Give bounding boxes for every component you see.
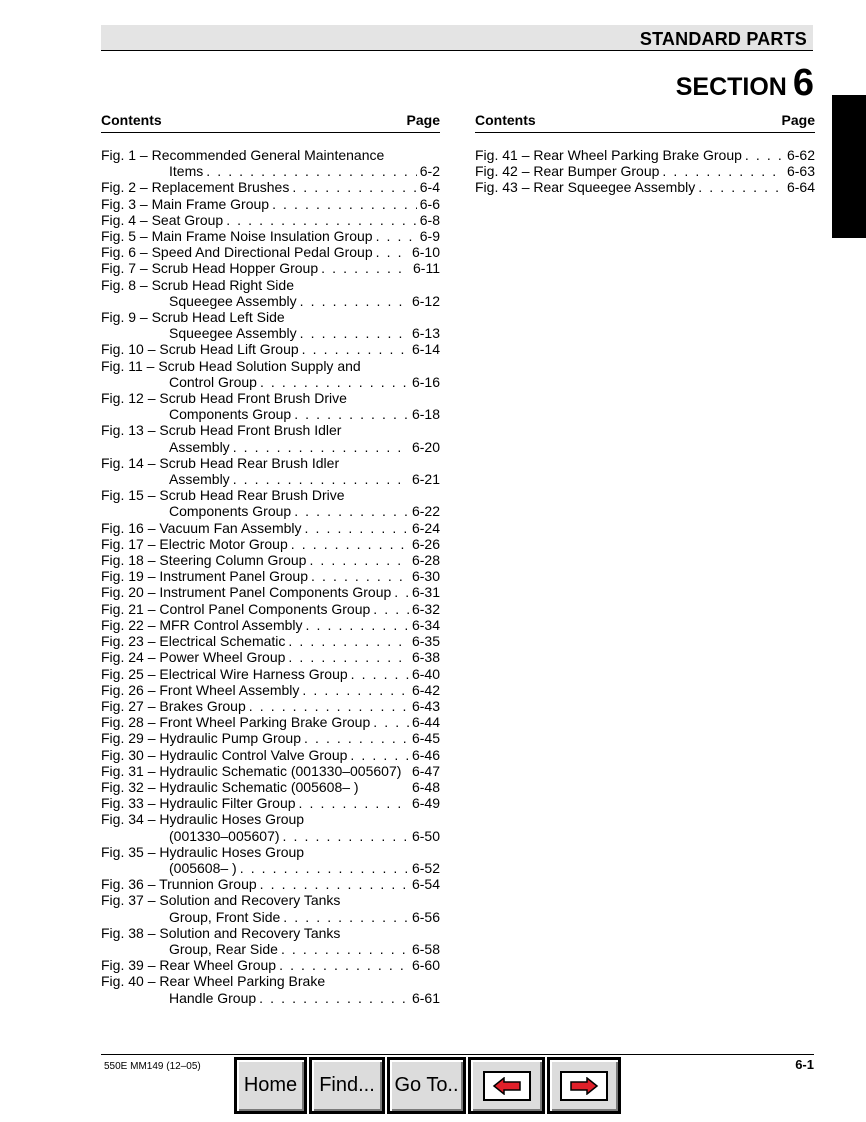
header-bar (101, 25, 813, 51)
dot-leader (233, 439, 409, 455)
dot-leader (226, 212, 417, 228)
toc-entry[interactable] (475, 147, 815, 163)
toc-entry-title: Fig. 14 – Scrub Head Rear Brush Idler (101, 454, 340, 471)
toc-entry-title: Fig. 13 – Scrub Head Front Brush Idler (101, 422, 342, 439)
dot-leader (350, 747, 409, 763)
find-button[interactable] (309, 1057, 385, 1114)
toc-page-number: 6-35 (411, 633, 440, 650)
dot-leader (306, 617, 409, 633)
toc-entry[interactable] (101, 568, 440, 584)
toc-page-number: 6-20 (411, 438, 440, 455)
contents-heading: Contents (475, 112, 536, 128)
toc-entry[interactable] (101, 406, 440, 422)
toc-entry-title: Fig. 9 – Scrub Head Left Side (101, 309, 285, 326)
toc-entry-title: Fig. 25 – Electrical Wire Harness Group (101, 665, 348, 682)
toc-entry-line[interactable] (101, 844, 440, 860)
footer-page-number: 6-1 (795, 1057, 814, 1072)
goto-button[interactable] (387, 1057, 466, 1114)
toc-entry-title: Fig. 43 – Rear Squeegee Assembly (475, 179, 696, 196)
dot-leader (260, 876, 409, 892)
toc-entry[interactable] (101, 293, 440, 309)
toc-entry-line[interactable] (101, 309, 440, 325)
toc-entry-title: Fig. 11 – Scrub Head Solution Supply and (101, 357, 361, 374)
toc-entry[interactable] (101, 228, 440, 244)
toc-page-number: 6-31 (411, 584, 440, 601)
toc-entry-title: Control Group (169, 373, 257, 390)
home-button-label: Home (243, 1074, 298, 1096)
toc-page-number: 6-62 (786, 147, 815, 163)
toc-entry[interactable] (101, 698, 440, 714)
toc-page-number: 6-44 (411, 714, 440, 731)
left-arrow-icon (483, 1071, 531, 1101)
toc-entry-title: Components Group (169, 503, 292, 520)
footer-rule (101, 1054, 814, 1055)
toc-entry[interactable] (101, 163, 440, 179)
toc-entry[interactable] (101, 909, 440, 925)
toc-entry-title: Fig. 42 – Rear Bumper Group (475, 163, 660, 180)
toc-entry[interactable] (101, 341, 440, 357)
toc-entry[interactable] (101, 730, 440, 746)
toc-page-number: 6-12 (411, 292, 440, 309)
toc-entry-line[interactable] (101, 455, 440, 471)
toc-right-column (475, 112, 815, 196)
toc-entry-title: Fig. 5 – Main Frame Noise Insulation Group (101, 228, 373, 245)
toc-page-number: 6-22 (411, 503, 440, 520)
toc-entry-line[interactable] (101, 390, 440, 406)
toc-entry-title: Fig. 18 – Steering Column Group (101, 552, 307, 569)
dot-leader (288, 649, 409, 665)
toc-entry[interactable] (101, 941, 440, 957)
toc-left-column (101, 112, 440, 1006)
toc-entry-title: Fig. 29 – Hydraulic Pump Group (101, 730, 301, 747)
toc-entry-title: Items (169, 163, 204, 180)
dot-leader (304, 730, 409, 746)
toc-page-number: 6-14 (411, 341, 440, 358)
toc-page-number: 6-6 (419, 195, 440, 212)
dot-leader (394, 584, 409, 600)
toc-page-number: 6-2 (419, 163, 440, 180)
toc-entry[interactable] (101, 536, 440, 552)
toc-page-number: 6-26 (411, 535, 440, 552)
toc-entry[interactable] (101, 682, 440, 698)
toc-entry[interactable] (101, 179, 440, 195)
toc-entry[interactable] (101, 471, 440, 487)
toc-page-number: 6-61 (411, 989, 440, 1006)
toc-entry[interactable] (101, 633, 440, 649)
toc-entry[interactable] (101, 747, 440, 763)
page-heading: Page (781, 112, 815, 128)
dot-leader (302, 682, 409, 698)
goto-button-label: Go To.. (394, 1074, 459, 1096)
dot-leader (309, 552, 409, 568)
toc-page-number: 6-42 (411, 681, 440, 698)
toc-entry-title: Fig. 31 – Hydraulic Schematic (001330–005607) (101, 762, 402, 779)
toc-page-number: 6-49 (411, 795, 440, 812)
toc-page-number: 6-11 (413, 260, 440, 277)
toc-entry-title: Fig. 40 – Rear Wheel Parking Brake (101, 973, 326, 990)
contents-heading: Contents (101, 112, 162, 128)
page-heading: Page (406, 112, 440, 128)
toc-page-number: 6-16 (411, 373, 440, 390)
toc-page-number: 6-4 (419, 179, 440, 196)
dot-leader (294, 503, 409, 519)
toc-entry[interactable] (101, 860, 440, 876)
toc-entry-title: Squeegee Assembly (169, 292, 297, 309)
toc-entry[interactable] (101, 601, 440, 617)
toc-page-number: 6-9 (419, 228, 440, 245)
toc-entry-title: Fig. 36 – Trunnion Group (101, 876, 257, 893)
home-button[interactable] (234, 1057, 307, 1114)
toc-page-number: 6-13 (411, 325, 440, 342)
dot-leader (249, 698, 409, 714)
toc-entry-title: Fig. 32 – Hydraulic Schematic (005608– ) (101, 778, 359, 795)
toc-entry[interactable] (101, 649, 440, 665)
toc-page-number: 6-43 (411, 697, 440, 714)
previous-page-button[interactable] (468, 1057, 545, 1114)
toc-entry-line[interactable] (101, 487, 440, 503)
toc-right-entries (475, 147, 815, 196)
toc-entry-line[interactable] (101, 277, 440, 293)
toc-entry-title: Fig. 30 – Hydraulic Control Valve Group (101, 746, 348, 763)
toc-page-number: 6-18 (411, 406, 440, 423)
toc-entry-title: (005608– ) (169, 859, 237, 876)
toc-page-number: 6-28 (411, 552, 440, 569)
dot-leader (305, 520, 409, 536)
dot-leader (351, 666, 409, 682)
find-button-label: Find... (319, 1074, 375, 1096)
section-word: SECTION (675, 73, 787, 101)
dot-leader (698, 179, 784, 195)
section-number: 6 (792, 62, 814, 104)
toc-entry-title: Fig. 34 – Hydraulic Hoses Group (101, 811, 305, 828)
footer-doc-id: 550E MM149 (12–05) (104, 1061, 201, 1072)
right-arrow-icon (560, 1071, 608, 1101)
toc-entry[interactable] (101, 779, 440, 795)
toc-entry[interactable] (101, 666, 440, 682)
toc-entry-title: Fig. 12 – Scrub Head Front Brush Drive (101, 390, 347, 407)
toc-entry-title: Fig. 15 – Scrub Head Rear Brush Drive (101, 487, 345, 504)
toc-page-number: 6-52 (411, 859, 440, 876)
toc-entry-title: Fig. 20 – Instrument Panel Components Group (101, 584, 392, 601)
toc-entry-line[interactable] (101, 892, 440, 908)
toc-entry-line[interactable] (101, 811, 440, 827)
toc-entry-title: Fig. 39 – Rear Wheel Group (101, 957, 277, 974)
toc-page-number: 6-45 (411, 730, 440, 747)
toc-entry[interactable] (101, 584, 440, 600)
toc-page-number: 6-30 (411, 568, 440, 585)
toc-entry-title: Fig. 16 – Vacuum Fan Assembly (101, 519, 302, 536)
toc-entry-title: Fig. 23 – Electrical Schematic (101, 633, 286, 650)
dot-leader (281, 941, 409, 957)
dot-leader (240, 860, 409, 876)
dot-leader (373, 601, 409, 617)
toc-entry[interactable] (101, 439, 440, 455)
toc-entry[interactable] (101, 503, 440, 519)
toc-entry-line[interactable] (101, 973, 440, 989)
toc-entry-title: Fig. 21 – Control Panel Components Group (101, 600, 371, 617)
toc-entry-title: Fig. 2 – Replacement Brushes (101, 179, 290, 196)
dot-leader (292, 179, 416, 195)
toc-entry-line[interactable] (101, 358, 440, 374)
toc-entry[interactable] (101, 260, 440, 276)
toc-entry-title: Squeegee Assembly (169, 325, 297, 342)
dot-leader (311, 568, 409, 584)
toc-entry-title: Fig. 26 – Front Wheel Assembly (101, 681, 300, 698)
toc-entry[interactable] (475, 163, 815, 179)
toc-page-number: 6-54 (411, 876, 440, 893)
toc-entry[interactable] (101, 325, 440, 341)
toc-entry[interactable] (101, 520, 440, 536)
toc-entry-title: Fig. 37 – Solution and Recovery Tanks (101, 892, 341, 909)
toc-entry-title: Fig. 24 – Power Wheel Group (101, 649, 286, 666)
toc-entry[interactable] (101, 244, 440, 260)
toc-entry-title: Handle Group (169, 989, 257, 1006)
dot-leader (662, 163, 784, 179)
dot-leader (272, 196, 417, 212)
section-tab-marker (832, 95, 866, 238)
header-title: STANDARD PARTS (639, 29, 807, 49)
toc-page-number: 6-58 (411, 940, 440, 957)
toc-right-header (475, 112, 815, 133)
toc-entry-title: Fig. 28 – Front Wheel Parking Brake Group (101, 714, 371, 731)
toc-page-number: 6-34 (411, 616, 440, 633)
toc-entry[interactable] (101, 957, 440, 973)
toc-page-number: 6-10 (411, 244, 440, 261)
dot-leader (283, 909, 409, 925)
toc-page-number: 6-40 (411, 665, 440, 682)
toc-entry[interactable] (101, 196, 440, 212)
toc-entry-title: Fig. 10 – Scrub Head Lift Group (101, 341, 299, 358)
toc-entry[interactable] (101, 828, 440, 844)
toc-entry-title: Fig. 22 – MFR Control Assembly (101, 616, 303, 633)
toc-entry-title: Fig. 4 – Seat Group (101, 211, 224, 228)
toc-entry-title: Fig. 1 – Recommended General Maintenance (101, 147, 385, 163)
toc-entry-title: Fig. 17 – Electric Motor Group (101, 535, 288, 552)
toc-entry[interactable] (101, 763, 440, 779)
toc-page-number: 6-47 (411, 762, 440, 779)
toc-page-number: 6-48 (411, 778, 440, 795)
toc-entry-title: Fig. 27 – Brakes Group (101, 697, 246, 714)
toc-entry[interactable] (101, 876, 440, 892)
toc-entry-title: (001330–005607) (169, 827, 280, 844)
toc-entry-title: Assembly (169, 438, 230, 455)
dot-leader (206, 163, 417, 179)
toc-left-entries (101, 147, 440, 1006)
toc-entry-title: Fig. 8 – Scrub Head Right Side (101, 276, 294, 293)
toc-page-number: 6-50 (411, 827, 440, 844)
dot-leader (300, 325, 409, 341)
dot-leader (299, 795, 409, 811)
toc-page-number: 6-46 (411, 746, 440, 763)
dot-leader (302, 341, 409, 357)
toc-entry-title: Fig. 38 – Solution and Recovery Tanks (101, 924, 341, 941)
dot-leader (260, 374, 409, 390)
toc-entry-title: Group, Front Side (169, 908, 281, 925)
toc-entry[interactable] (101, 795, 440, 811)
nav-buttons (234, 1057, 621, 1114)
dot-leader (376, 228, 417, 244)
dot-leader (233, 471, 409, 487)
toc-entry-title: Fig. 7 – Scrub Head Hopper Group (101, 260, 319, 277)
toc-entry[interactable] (101, 990, 440, 1006)
toc-entry-line[interactable] (101, 925, 440, 941)
toc-page-number: 6-21 (411, 471, 440, 488)
toc-entry-title: Assembly (169, 471, 230, 488)
toc-entry[interactable] (101, 212, 440, 228)
dot-leader (283, 828, 409, 844)
toc-page-number: 6-32 (411, 600, 440, 617)
toc-entry-title: Group, Rear Side (169, 940, 278, 957)
toc-entry-title: Fig. 6 – Speed And Directional Pedal Group (101, 244, 373, 261)
toc-page-number: 6-56 (411, 908, 440, 925)
toc-page-number: 6-38 (411, 649, 440, 666)
toc-entry-title: Fig. 41 – Rear Wheel Parking Brake Group (475, 147, 742, 163)
dot-leader (745, 147, 784, 163)
dot-leader (294, 406, 409, 422)
toc-entry-title: Fig. 35 – Hydraulic Hoses Group (101, 843, 305, 860)
toc-page-number: 6-60 (411, 957, 440, 974)
toc-entry-title: Fig. 3 – Main Frame Group (101, 195, 270, 212)
toc-entry[interactable] (101, 552, 440, 568)
dot-leader (291, 536, 409, 552)
toc-page-number: 6-64 (786, 179, 815, 196)
section-heading (676, 62, 814, 105)
toc-entry-line[interactable] (101, 147, 440, 163)
toc-left-header (101, 112, 440, 133)
dot-leader (300, 293, 409, 309)
toc-entry[interactable] (101, 374, 440, 390)
toc-page-number: 6-24 (411, 519, 440, 536)
toc-entry[interactable] (101, 714, 440, 730)
dot-leader (288, 633, 409, 649)
toc-entry-title: Fig. 19 – Instrument Panel Group (101, 568, 308, 585)
dot-leader (376, 244, 409, 260)
dot-leader (279, 957, 409, 973)
dot-leader (373, 714, 409, 730)
toc-page-number: 6-8 (419, 211, 440, 228)
toc-entry[interactable] (475, 179, 815, 195)
next-page-button[interactable] (547, 1057, 621, 1114)
toc-entry[interactable] (101, 617, 440, 633)
dot-leader (259, 990, 409, 1006)
toc-entry-line[interactable] (101, 422, 440, 438)
toc-entry-title: Fig. 33 – Hydraulic Filter Group (101, 795, 296, 812)
dot-leader (321, 260, 410, 276)
toc-page-number: 6-63 (786, 163, 815, 180)
toc-entry-title: Components Group (169, 406, 292, 423)
